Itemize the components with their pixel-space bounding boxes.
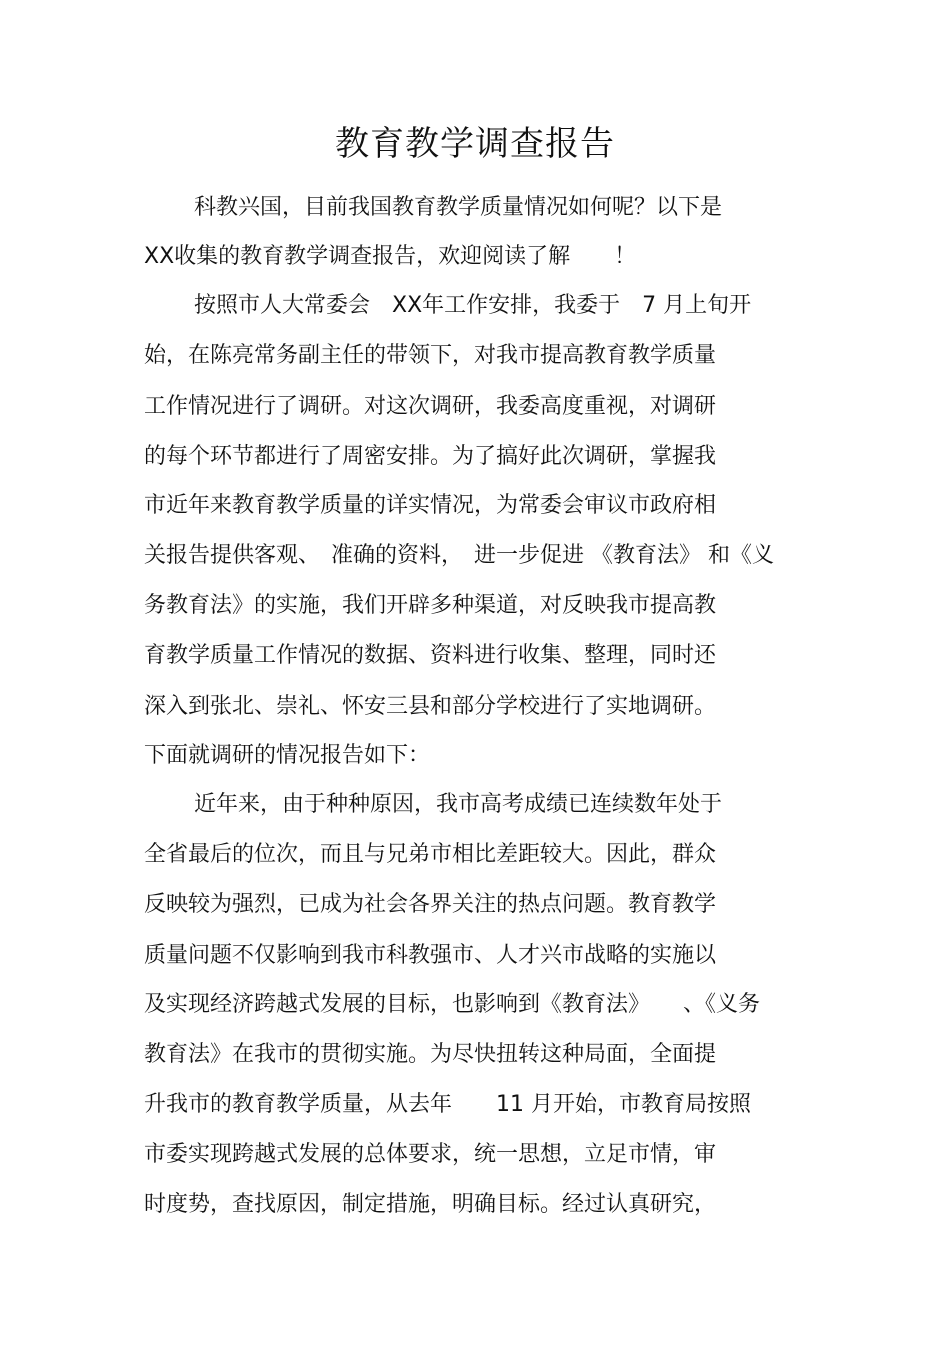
text-line: 科教兴国，目前我国教育教学质量情况如何呢？以下是 [194,195,723,220]
text-line: 时度势，查找原因，制定措施，明确目标。经过认真研究， [144,1192,717,1217]
text-line: 务教育法》的实施，我们开辟多种渠道，对反映我市提高教 [144,593,717,618]
text-line: 升我市的教育教学质量，从去年 11 月开始，市教育局按照 [144,1092,751,1117]
text-line: 始，在陈亮常务副主任的带领下，对我市提高教育教学质量 [144,343,717,368]
text-line: 市委实现跨越式发展的总体要求，统一思想，立足市情，审 [144,1142,717,1167]
text-line: XX收集的教育教学调查报告，欢迎阅读了解 ！ [144,244,637,269]
text-line: 及实现经济跨越式发展的目标，也影响到《教育法》 、《义务 [144,992,761,1017]
text-line: 关报告提供客观、 准确的资料， 进一步促进 《教育法》 和《义 [144,543,774,568]
text-line: 深入到张北、崇礼、怀安三县和部分学校进行了实地调研。 [144,694,717,719]
text-line: 全省最后的位次，而且与兄弟市相比差距较大。因此，群众 [144,842,717,867]
text-line: 教育法》在我市的贯彻实施。为尽快扭转这种局面，全面提 [144,1042,717,1067]
text-line: 下面就调研的情况报告如下： [144,743,431,768]
text-line: 育教学质量工作情况的数据、资料进行收集、整理，同时还 [144,643,717,668]
text-line: 反映较为强烈，已成为社会各界关注的热点问题。教育教学 [144,892,717,917]
text-line: 市近年来教育教学质量的详实情况，为常委会审议市政府相 [144,493,717,518]
document-title: 教育教学调查报告 [335,124,615,164]
text-line: 按照市人大常委会 XX年工作安排，我委于 7 月上旬开 [194,293,752,318]
text-line: 的每个环节都进行了周密安排。为了搞好此次调研，掌握我 [144,444,717,469]
text-line: 近年来，由于种种原因，我市高考成绩已连续数年处于 [194,792,723,817]
text-line: 工作情况进行了调研。对这次调研，我委高度重视，对调研 [144,394,717,419]
text-line: 质量问题不仅影响到我市科教强市、人才兴市战略的实施以 [144,943,717,968]
